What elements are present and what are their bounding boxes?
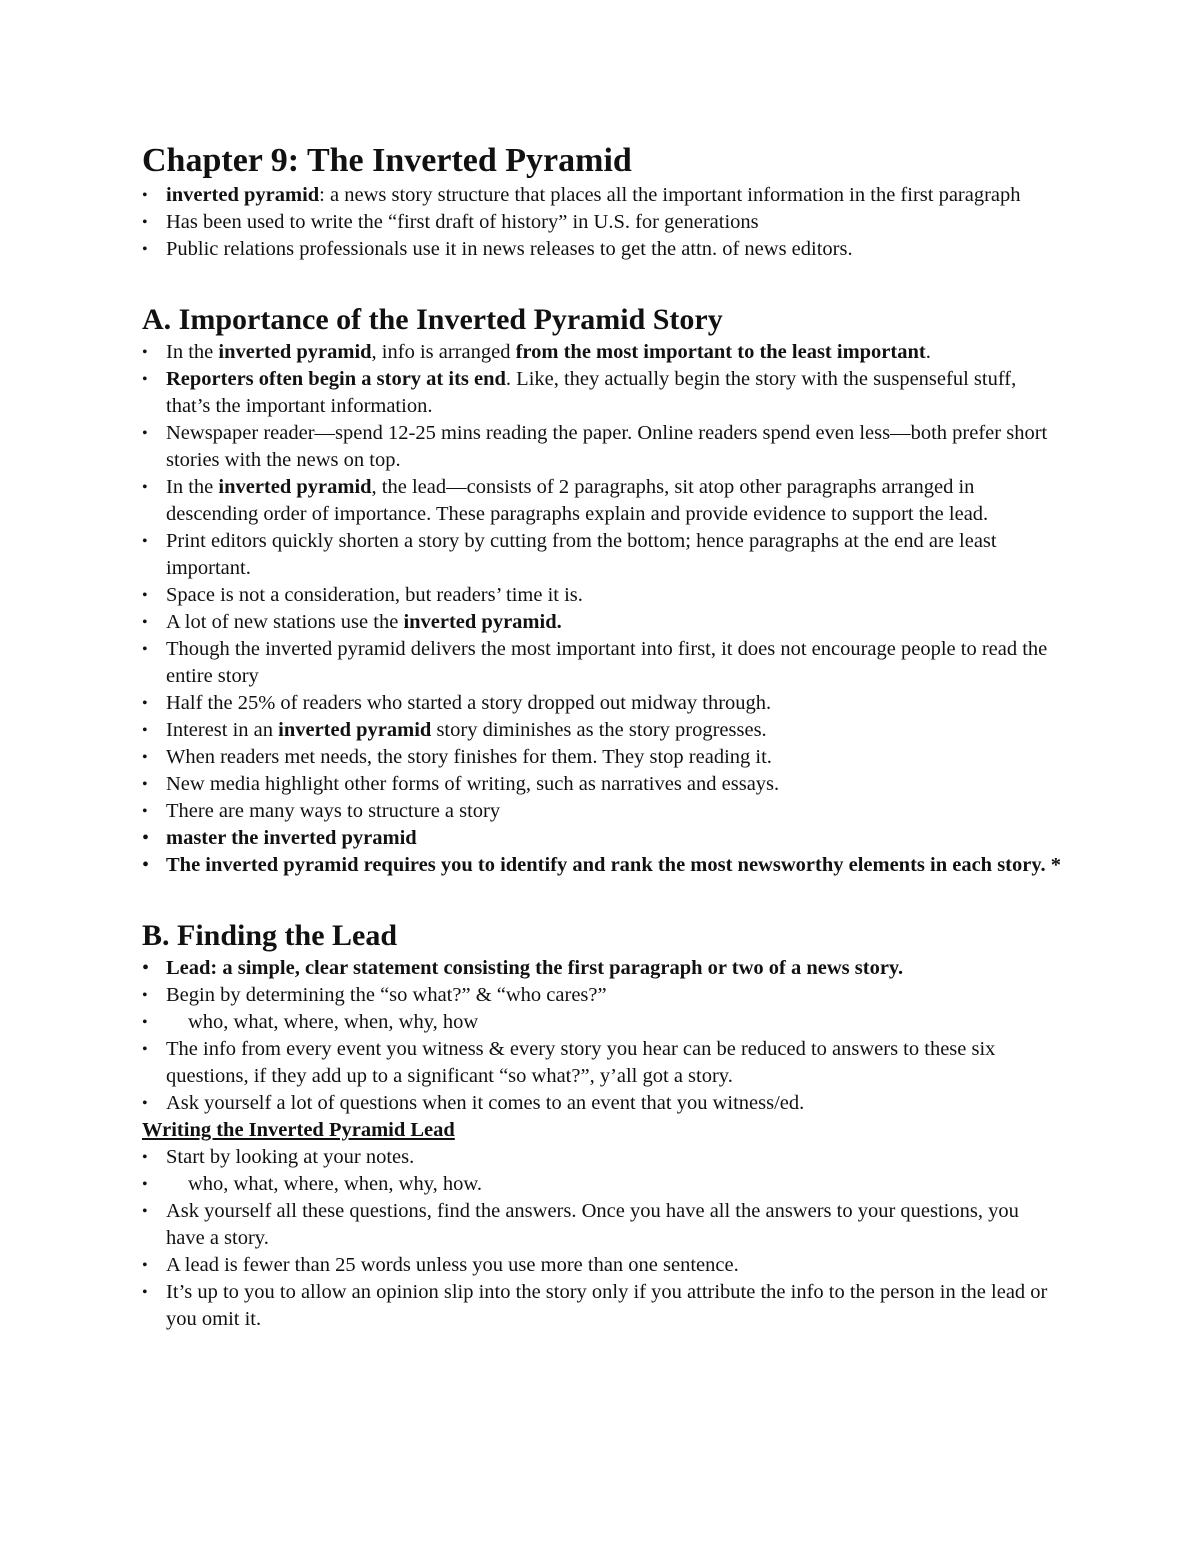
bold-text: master the inverted pyramid [166,827,417,849]
bullet-icon: • [142,587,148,604]
text-run: : a news story structure that places all the important information in the first paragraph [319,184,1021,206]
bullet-item [142,366,1062,420]
text-run: A lead is fewer than 25 words unless you use more than one sentence. [166,1254,739,1276]
text-run: story diminishes as the story progresses. [431,719,767,741]
text-run: . Like, they actually begin the story with the suspenseful stuff, that’s the important information. [166,368,1017,417]
bullet-item [142,1198,1062,1252]
bullet-item [142,1090,1062,1117]
bullet-item [142,609,1062,636]
bold-text: inverted pyramid [166,184,320,206]
bullet-item [142,825,1062,852]
text-run: Ask yourself a lot of questions when it comes to an event that you witness/ed. [166,1092,805,1114]
bullet-item [142,717,1062,744]
bullet-item [142,582,1062,609]
text-run: Interest in an [166,719,279,741]
bullet-icon: • [142,749,148,766]
bold-text: Lead: a simple, clear statement consisting the first paragraph or two of a news story. [166,957,904,979]
text-run: Half the 25% of readers who started a story dropped out midway through. [166,692,772,714]
bullet-icon: • [142,1041,148,1058]
bullet-icon: • [142,479,148,496]
bold-text: from the most important to the least important [515,341,926,363]
bullet-icon: • [142,371,148,388]
bullet-item [142,209,1062,236]
bold-text: inverted pyramid [278,719,432,741]
text-run: A lot of new stations use the [166,611,404,633]
bullet-icon: • [142,803,148,820]
bullet-item [142,1171,1062,1198]
bullet-icon: • [142,344,148,361]
text-run: In the [166,476,219,498]
bullet-item [142,528,1062,582]
bullet-item [142,1252,1062,1279]
bullet-icon: • [142,641,148,658]
bullet-icon: • [142,827,150,849]
text-run: Print editors quickly shorten a story by cutting from the bottom; hence paragraphs at the end are least important. [166,530,997,579]
bullet-icon: • [142,854,150,876]
section-b [142,917,1062,1333]
bullet-item [142,771,1062,798]
section-b-subheading: Writing the Inverted Pyramid Lead [142,1119,455,1141]
bullet-icon: • [142,614,148,631]
bold-text: Reporters often begin a story at its end [166,368,506,390]
bullet-icon: • [142,187,148,204]
bullet-item [142,420,1062,474]
bullet-icon: • [142,722,148,739]
bold-text: The inverted pyramid requires you to identify and rank the most newsworthy elements in each story. * [166,854,1061,876]
text-run: Begin by determining the “so what?” & “who cares?” [166,984,607,1006]
section-a-bullet-list [142,339,1062,879]
bullet-icon: • [142,1014,148,1031]
document-page [142,140,1062,1333]
section-b-bullet-list [142,955,1062,1117]
text-run: New media highlight other forms of writing, such as narratives and essays. [166,773,780,795]
chapter-bullet-list [142,182,1062,263]
bullet-item [142,636,1062,690]
bullet-item [142,798,1062,825]
text-run: Newspaper reader—spend 12-25 mins reading the paper. Online readers spend even less—both prefer short stories with the news on top. [166,422,1048,471]
bold-text: inverted pyramid. [403,611,562,633]
bullet-icon: • [142,533,148,550]
bullet-item [142,1036,1062,1090]
bullet-item [142,690,1062,717]
section-a [142,301,1062,879]
text-run: The info from every event you witness & every story you hear can be reduced to answers to these six questions, if they add up to a significant “so what?”, y’all got a story. [166,1038,996,1087]
text-run: In the [166,341,219,363]
text-run: Ask yourself all these questions, find the answers. Once you have all the answers to your questions, you have a story. [166,1200,1019,1249]
text-run: It’s up to you to allow an opinion slip into the story only if you attribute the info to the person in the lead or you omit it. [166,1281,1048,1330]
bullet-item [142,955,1062,982]
chapter-section [142,140,1062,263]
bullet-item [142,1279,1062,1333]
section-b-subheading-bullet-list [142,1144,1062,1333]
text-run: When readers met needs, the story finishes for them. They stop reading it. [166,746,772,768]
bullet-item [142,339,1062,366]
bullet-item [142,852,1062,879]
text-run: who, what, where, when, why, how. [188,1173,482,1195]
bullet-item [142,1144,1062,1171]
text-run: . [925,341,931,363]
bullet-icon: • [142,987,148,1004]
text-run: who, what, where, when, why, how [188,1011,479,1033]
bullet-item [142,982,1062,1009]
text-run: Start by looking at your notes. [166,1146,415,1168]
text-run: Though the inverted pyramid delivers the most important into first, it does not encourage people to read the entire story [166,638,1048,687]
bullet-icon: • [142,1203,148,1220]
bullet-icon: • [142,695,148,712]
bullet-icon: • [142,425,148,442]
bullet-icon: • [142,241,148,258]
text-run: Public relations professionals use it in news releases to get the attn. of news editors. [166,238,853,260]
bullet-item [142,236,1062,263]
bullet-icon: • [142,1095,148,1112]
text-run: , info is arranged [371,341,516,363]
bullet-item [142,744,1062,771]
text-run: Has been used to write the “first draft of history” in U.S. for generations [166,211,759,233]
bullet-icon: • [142,1149,148,1166]
bullet-item [142,1009,1062,1036]
text-run: Space is not a consideration, but readers’ time it is. [166,584,583,606]
bullet-icon: • [142,957,150,979]
bullet-icon: • [142,214,148,231]
text-run: , the lead—consists of 2 paragraphs, sit atop other paragraphs arranged in descending order of importance. These paragraphs explain and provide evidence to support the lead. [166,476,989,525]
bullet-item [142,182,1062,209]
bullet-icon: • [142,776,148,793]
bold-text: inverted pyramid [218,476,372,498]
bullet-item [142,474,1062,528]
section-a-title: A. Importance of the Inverted Pyramid Story [142,303,723,336]
bullet-icon: • [142,1284,148,1301]
chapter-title: Chapter 9: The Inverted Pyramid [142,142,632,179]
bold-text: inverted pyramid [218,341,372,363]
text-run: There are many ways to structure a story [166,800,501,822]
bullet-icon: • [142,1176,148,1193]
section-b-title: B. Finding the Lead [142,919,398,952]
bullet-icon: • [142,1257,148,1274]
